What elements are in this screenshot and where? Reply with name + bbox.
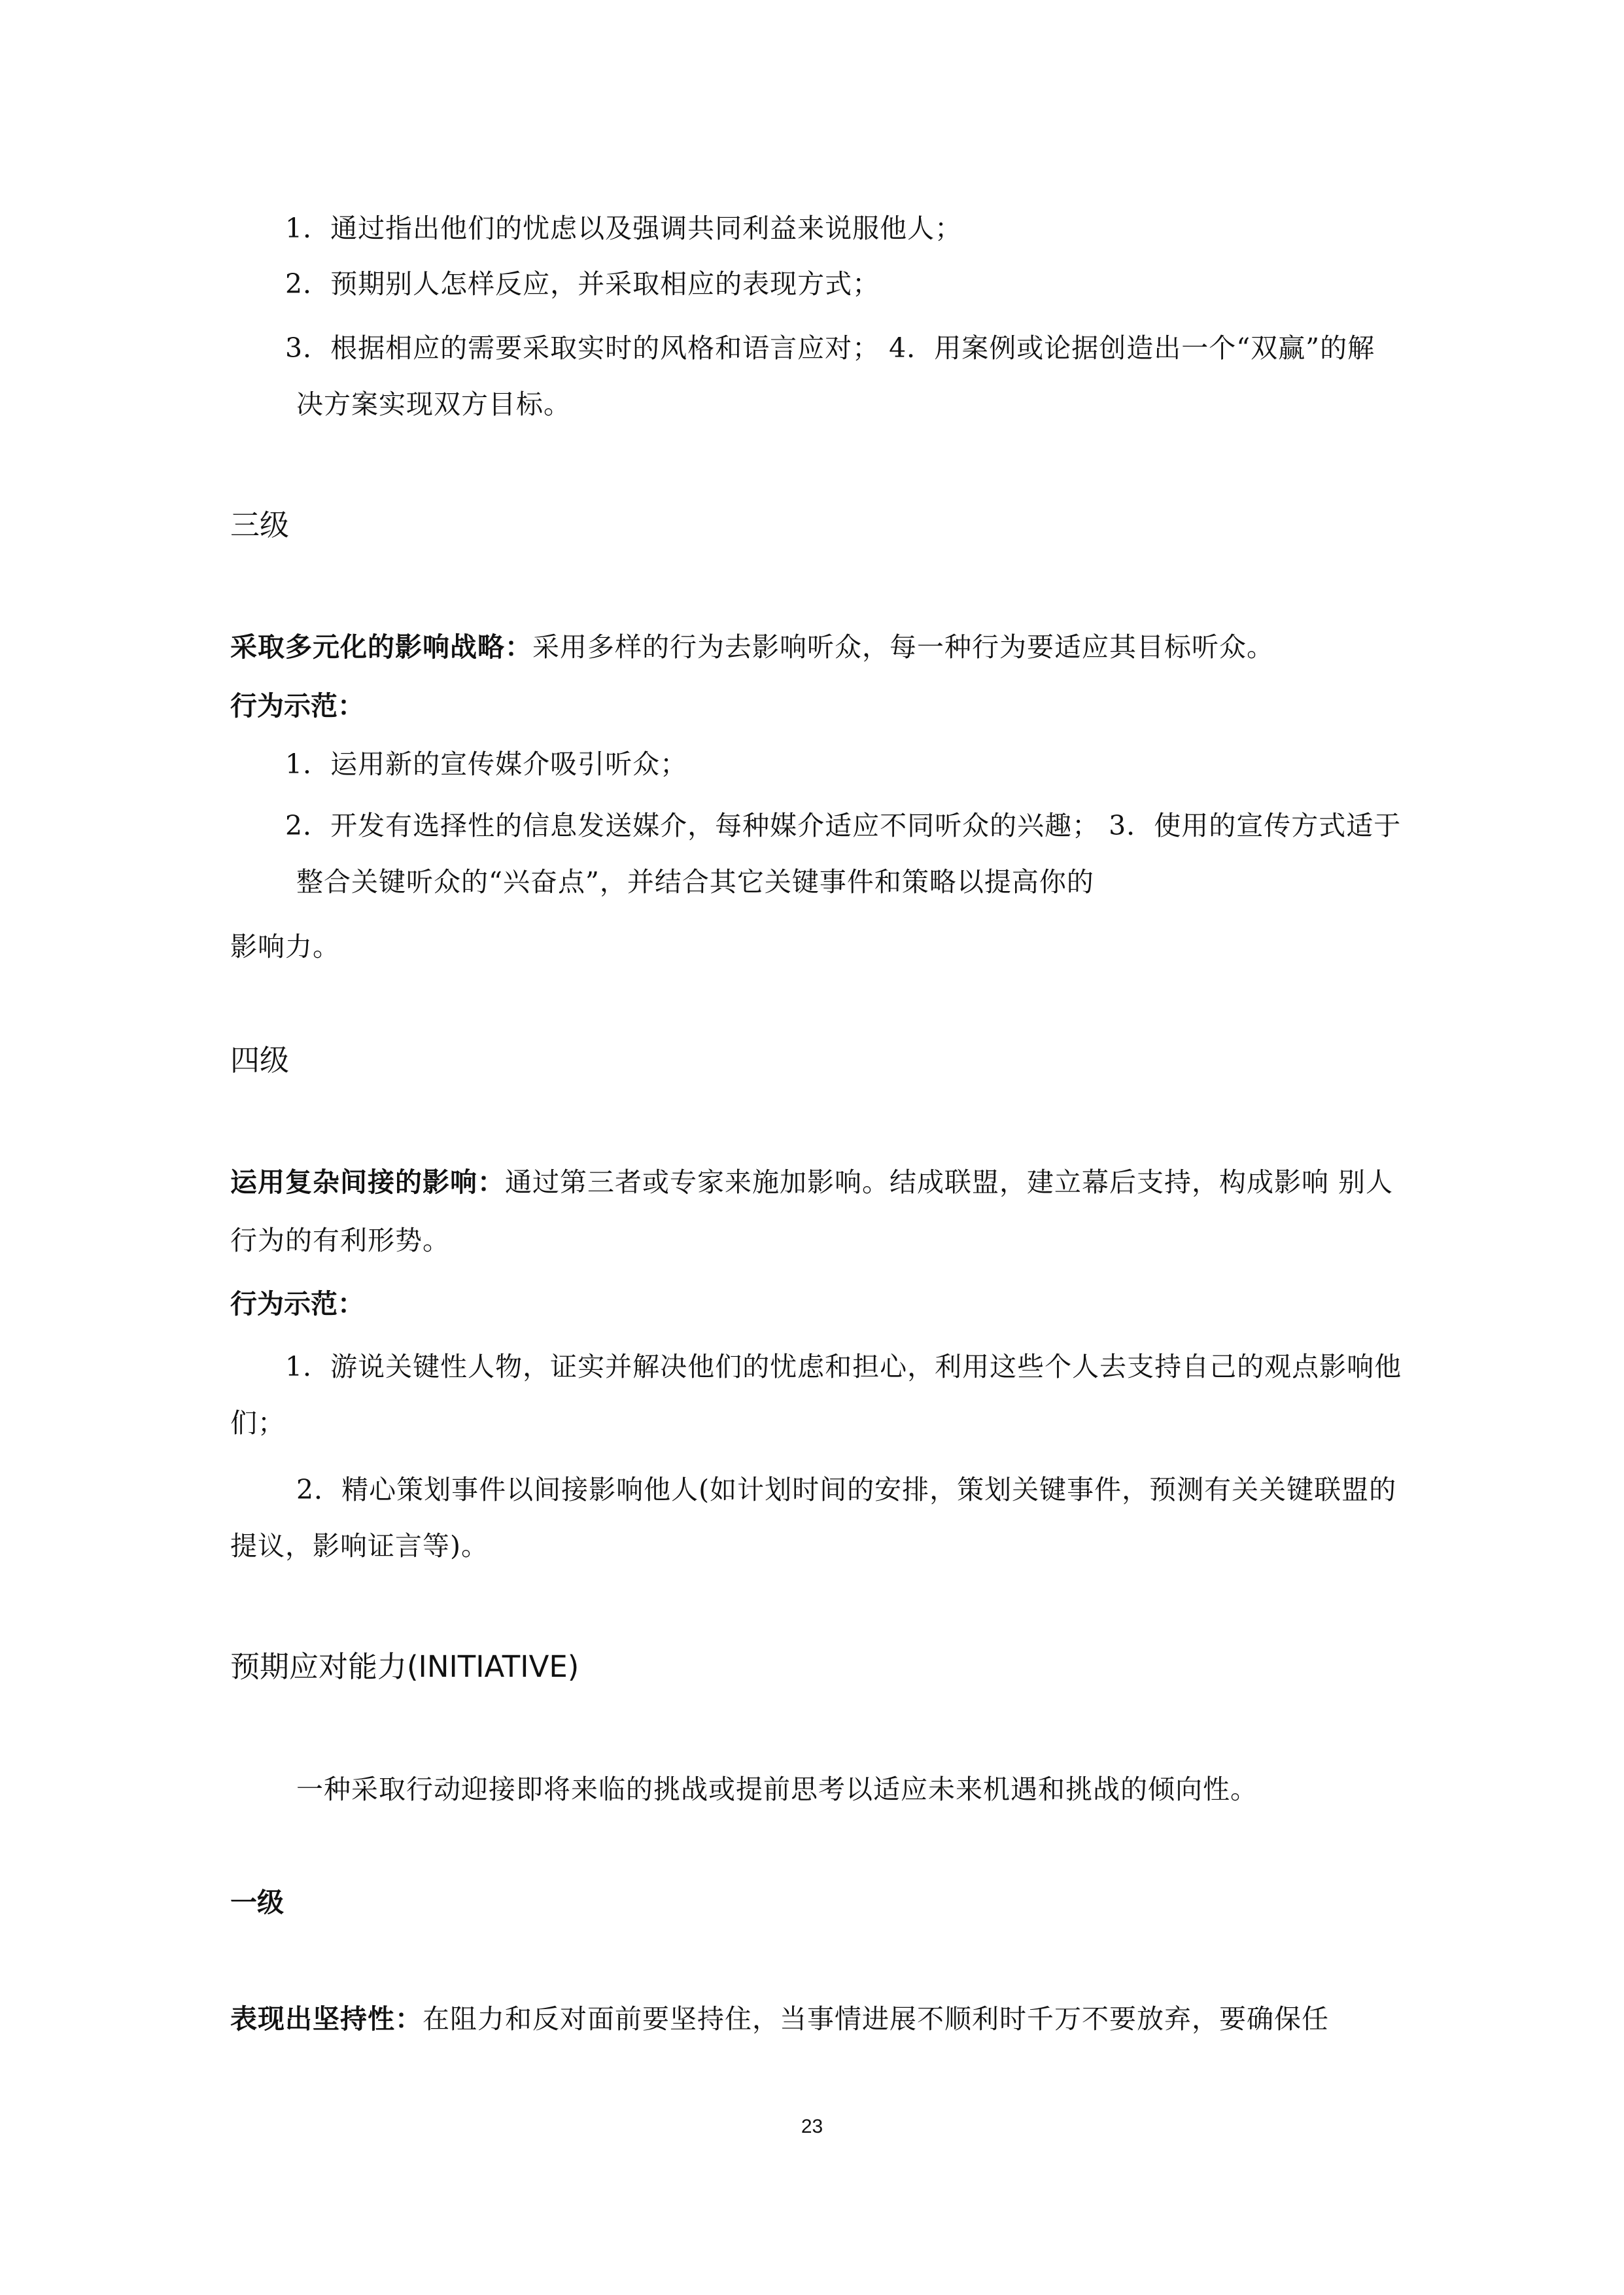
list-item: 1．游说关键性人物，证实并解决他们的忧虑和担心，利用这些个人去支持自己的观点影响他 [285, 1351, 1402, 1382]
list-item: 决方案实现双方目标。 [296, 389, 571, 420]
page-number: 23 [801, 2116, 823, 2137]
list-item: 影响力。 [230, 931, 340, 962]
behavior-label: 行为示范： [230, 1288, 364, 1320]
section-heading-level1: 一级 [230, 1887, 284, 1918]
definition-label: 采取多元化的影响战略： [230, 631, 532, 663]
list-item: 2．预期别人怎样反应，并采取相应的表现方式； [285, 268, 880, 300]
initiative-description: 一种采取行动迎接即将来临的挑战或提前思考以适应未来机遇和挑战的倾向性。 [296, 1774, 1258, 1805]
definition-text: 采用多样的行为去影响听众，每一种行为要适应其目标听众。 [532, 631, 1274, 663]
definition-continuation: 行为的有利形势。 [230, 1225, 450, 1256]
list-item: 1．通过指出他们的忧虑以及强调共同利益来说服他人； [285, 213, 963, 244]
section-heading-level4: 四级 [230, 1043, 290, 1077]
list-item: 提议，影响证言等)。 [230, 1530, 489, 1562]
list-item: 1．运用新的宣传媒介吸引听众； [285, 748, 688, 780]
list-item: 2．精心策划事件以间接影响他人(如计划时间的安排，策划关键事件，预测有关关键联盟的 [296, 1474, 1397, 1505]
list-item: 整合关键听众的“兴奋点”，并结合其它关键事件和策略以提高你的 [296, 866, 1094, 898]
section-heading-initiative: 预期应对能力(INITIATIVE) [230, 1649, 579, 1684]
definition-paragraph [230, 1165, 1393, 1199]
definition-paragraph [230, 630, 1274, 664]
list-item: 3．根据相应的需要采取实时的风格和语言应对； 4．用案例或论据创造出一个“双赢”的解 [285, 332, 1375, 364]
list-item: 2．开发有选择性的信息发送媒介，每种媒介适应不同听众的兴趣； 3．使用的宣传方式适于 [285, 810, 1402, 841]
definition-label: 表现出坚持性： [230, 2003, 423, 2035]
definition-text: 通过第三者或专家来施加影响。结成联盟，建立幕后支持，构成影响 别人 [505, 1166, 1394, 1198]
definition-text: 在阻力和反对面前要坚持住，当事情进展不顺利时千万不要放弃，要确保任 [423, 2003, 1329, 2035]
definition-label: 运用复杂间接的影响： [230, 1166, 505, 1198]
definition-paragraph [230, 2002, 1329, 2036]
list-item: 们； [230, 1407, 285, 1439]
behavior-label: 行为示范： [230, 690, 364, 722]
section-heading-level3: 三级 [230, 508, 290, 542]
